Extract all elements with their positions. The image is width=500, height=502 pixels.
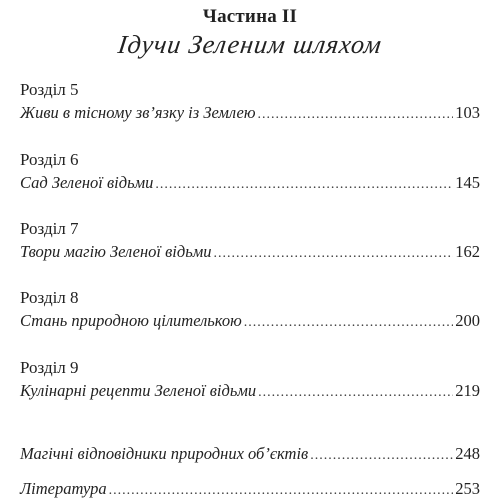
page-number: 103 xyxy=(455,103,480,122)
chapter-label: Розділ 7 xyxy=(20,219,79,238)
part-subtitle: Ідучи Зеленим шляхом xyxy=(116,30,384,59)
page-number: 219 xyxy=(455,381,480,400)
dot-leader xyxy=(258,104,454,126)
chapter-label: Розділ 8 xyxy=(20,288,79,307)
page-number: 253 xyxy=(455,479,480,498)
toc-line[interactable] xyxy=(20,478,480,502)
dot-leader xyxy=(310,445,453,467)
toc-line[interactable] xyxy=(20,241,480,265)
toc-chapter-6 xyxy=(20,150,480,196)
toc-appendix-correspondences xyxy=(20,443,480,467)
page-number: 200 xyxy=(455,311,480,330)
page-number: 145 xyxy=(455,173,480,192)
toc-chapter-9 xyxy=(20,358,480,404)
chapter-label: Розділ 6 xyxy=(20,150,79,169)
part-title: Частина ІІ xyxy=(202,6,298,27)
toc-chapter-5 xyxy=(20,80,480,126)
page-number: 162 xyxy=(455,242,480,261)
chapter-title: Сад Зеленої відьми xyxy=(20,173,154,192)
page-number: 248 xyxy=(455,444,480,463)
appendix-title: Магічні відповідники природних об’єктів xyxy=(20,444,309,463)
chapter-title: Твори магію Зеленої відьми xyxy=(20,242,212,261)
toc-line[interactable] xyxy=(20,172,480,196)
toc-chapter-8 xyxy=(20,288,480,334)
chapter-title: Стань природною цілителькою xyxy=(20,311,242,330)
chapter-title: Живи в тісному зв’язку із Землею xyxy=(20,103,256,122)
toc-line[interactable] xyxy=(20,380,480,404)
dot-leader xyxy=(258,382,453,404)
chapter-label: Розділ 5 xyxy=(20,80,79,99)
dot-leader xyxy=(109,480,454,502)
toc-appendix-literature xyxy=(20,478,480,502)
dot-leader xyxy=(155,174,453,196)
toc-chapter-7 xyxy=(20,219,480,265)
chapter-title: Кулінарні рецепти Зеленої відьми xyxy=(20,381,257,400)
dot-leader xyxy=(214,243,454,265)
toc-line[interactable] xyxy=(20,102,480,126)
dot-leader xyxy=(244,312,453,334)
chapter-label: Розділ 9 xyxy=(20,358,79,377)
appendix-title: Література xyxy=(20,479,107,498)
toc-line[interactable] xyxy=(20,310,480,334)
toc-line[interactable] xyxy=(20,443,480,467)
